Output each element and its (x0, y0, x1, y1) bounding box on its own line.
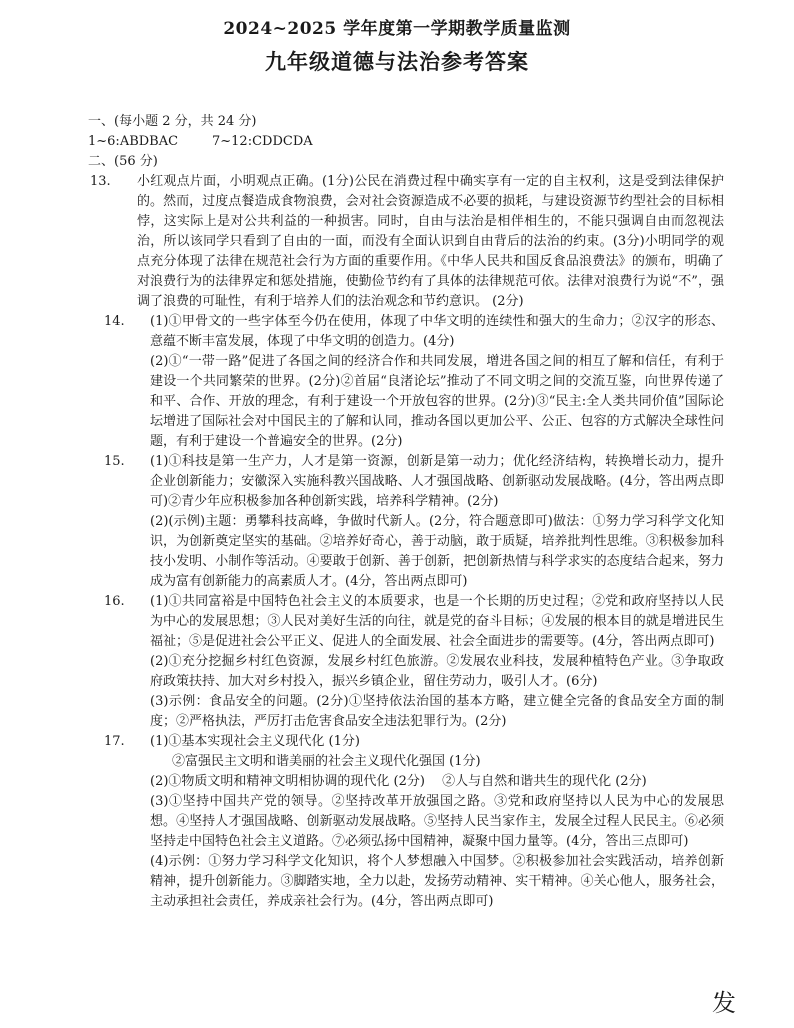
question-16-part-2 (0, 652, 794, 692)
question-14-number: 14. (104, 314, 125, 329)
question-15-part-1-text: (1)①科技是第一生产力，人才是第一资源，创新是第一动力；优化经济结构，转换增长动力，提升企业创新能力；安徽深入实施科教兴国战略、人才强国战略、创新驱动发展战略。(4分，答出两点即可)②青少年应积极参加各种创新实践，培养科学精神。(2分) (150, 454, 724, 509)
question-17-part-4-text: (4)示例：①努力学习科学文化知识，将个人梦想融入中国梦。②积极参加社会实践活动，培养创新精神，提升创新能力。③脚踏实地，全力以赴，发扬劳动精神、实干精神。④关心他人，服务社会，主动承担社会责任，养成亲社会行为。(4分，答出两点即可) (150, 854, 724, 909)
question-17-part-3 (0, 792, 794, 852)
question-14-part-2-text: (2)①“一带一路”促进了各国之间的经济合作和共同发展，增进各国之间的相互了解和信任，有利于建设一个共同繁荣的世界。(2分)②首届“良渚论坛”推动了不同文明之间的交流互鉴，向世界传递了和平、合作、开放的理念，有利于建设一个开放包容的世界。(2分)③“民主:全人类共同价值”国际论坛增进了国际社会对中国民主的了解和认同，推动各国以更加公平、公正、包容的方式解决全球性问题，有利于建设一个普遍安全的世界。(2分) (150, 354, 724, 449)
question-16-part-1 (0, 592, 794, 652)
answer-body (0, 112, 794, 912)
exam-title: 2024~2025 学年度第一学期教学质量监测 (223, 19, 571, 39)
question-15-part-1 (0, 452, 794, 512)
part2-heading: 二、(56 分) (88, 154, 158, 169)
question-16-part-2-text: (2)①充分挖掘乡村红色资源，发展乡村红色旅游。②发展农业科技，发展种植特色产业。③争取政府政策扶持、加大对乡村投入，振兴乡镇企业，留住劳动力，吸引人才。(6分) (150, 654, 724, 689)
question-17-part-2 (0, 772, 794, 792)
answers-7-12: 7~12:CDDCDA (212, 134, 313, 149)
corner-character: 发 (712, 989, 736, 1017)
question-14-part-1 (0, 312, 794, 352)
question-17-part-4 (0, 852, 794, 912)
part1-answers (0, 132, 794, 152)
part1-heading: 一、(每小题 2 分，共 24 分) (88, 114, 257, 129)
answer-key-subtitle: 九年级道德与法治参考答案 (265, 49, 529, 74)
answers-1-6: 1~6:ABDBAC (88, 134, 179, 149)
question-13 (0, 172, 794, 312)
question-17-part-3-text: (3)①坚持中国共产党的领导。②坚持改革开放强国之路。③党和政府坚持以人民为中心的发展思想。④坚持人才强国战略、创新驱动发展战略。⑤坚持人民当家作主，发展全过程人民民主。⑥必须坚持走中国特色社会主义道路。⑦必须弘扬中国精神，凝聚中国力量等。(4分，答出三点即可) (150, 794, 724, 849)
question-15-part-2-text: (2)(示例)主题：勇攀科技高峰，争做时代新人。(2分，符合题意即可)做法：①努力学习科学文化知识，为创新奠定坚实的基础。②培养好奇心，善于动脑，敢于质疑，培养批判性思维。③积极参加科技小发明、小制作等活动。④要敢于创新、善于创新，把创新热情与科学求实的态度结合起来，努力成为富有创新能力的高素质人才。(4分，答出两点即可) (150, 514, 724, 589)
question-17-part-1b-text: ②富强民主文明和谐美丽的社会主义现代化强国 (1分) (172, 754, 481, 769)
question-15-number: 15. (104, 454, 125, 469)
question-16-number: 16. (104, 594, 125, 609)
question-15-part-2 (0, 512, 794, 592)
question-13-number: 13. (90, 174, 111, 189)
question-13-text: 小红观点片面，小明观点正确。(1分)公民在消费过程中确实享有一定的自主权利，这是受到法律保护的。然而，过度点餐造成食物浪费，会对社会资源造成不必要的损耗，与建设资源节约型社会的目标相悖，这实际上是对公共利益的一种损害。同时，自由与法治是相伴相生的，不能只强调自由而忽视法治，所以该同学只看到了自由的一面，而没有全面认识到自由背后的法治的约束。(3分)小明同学的观点充分体现了法律在规范社会行为方面的重要作用。《中华人民共和国反食品浪费法》的颁布，明确了对浪费行为的法律界定和惩处措施，使勤俭节约有了具体的法律规范可依。法律对浪费行为说“不”，强调了浪费的可耻性，有利于培养人们的法治观念和节约意识。 (2分) (137, 174, 724, 309)
question-16-part-1-text: (1)①共同富裕是中国特色社会主义的本质要求，也是一个长期的历史过程；②党和政府坚持以人民为中心的发展思想；③人民对美好生活的向往，就是党的奋斗目标；④发展的根本目的就是增进民生福祉；⑤是促进社会公平正义、促进人的全面发展、社会全面进步的需要等。(4分，答出两点即可) (150, 594, 724, 649)
question-17-part-1a-text: (1)①基本实现社会主义现代化 (1分) (150, 734, 360, 749)
question-14-part-1-text: (1)①甲骨文的一些字体至今仍在使用，体现了中华文明的连续性和强大的生命力；②汉字的形态、意蕴不断丰富发展，体现了中华文明的创造力。(4分) (150, 314, 724, 349)
question-16-part-3-text: (3)示例：食品安全的问题。(2分)①坚持依法治国的基本方略，建立健全完备的食品安全方面的制度；②严格执法，严厉打击危害食品安全违法犯罪行为。(2分) (150, 694, 724, 729)
question-16-part-3 (0, 692, 794, 732)
question-17-part-1b (0, 752, 794, 772)
question-17-number: 17. (104, 734, 125, 749)
question-17-part-1a (0, 732, 794, 752)
question-14-part-2 (0, 352, 794, 452)
question-17-part-2-text: (2)①物质文明和精神文明相协调的现代化 (2分) ②人与自然和谐共生的现代化 (2分) (150, 774, 647, 789)
